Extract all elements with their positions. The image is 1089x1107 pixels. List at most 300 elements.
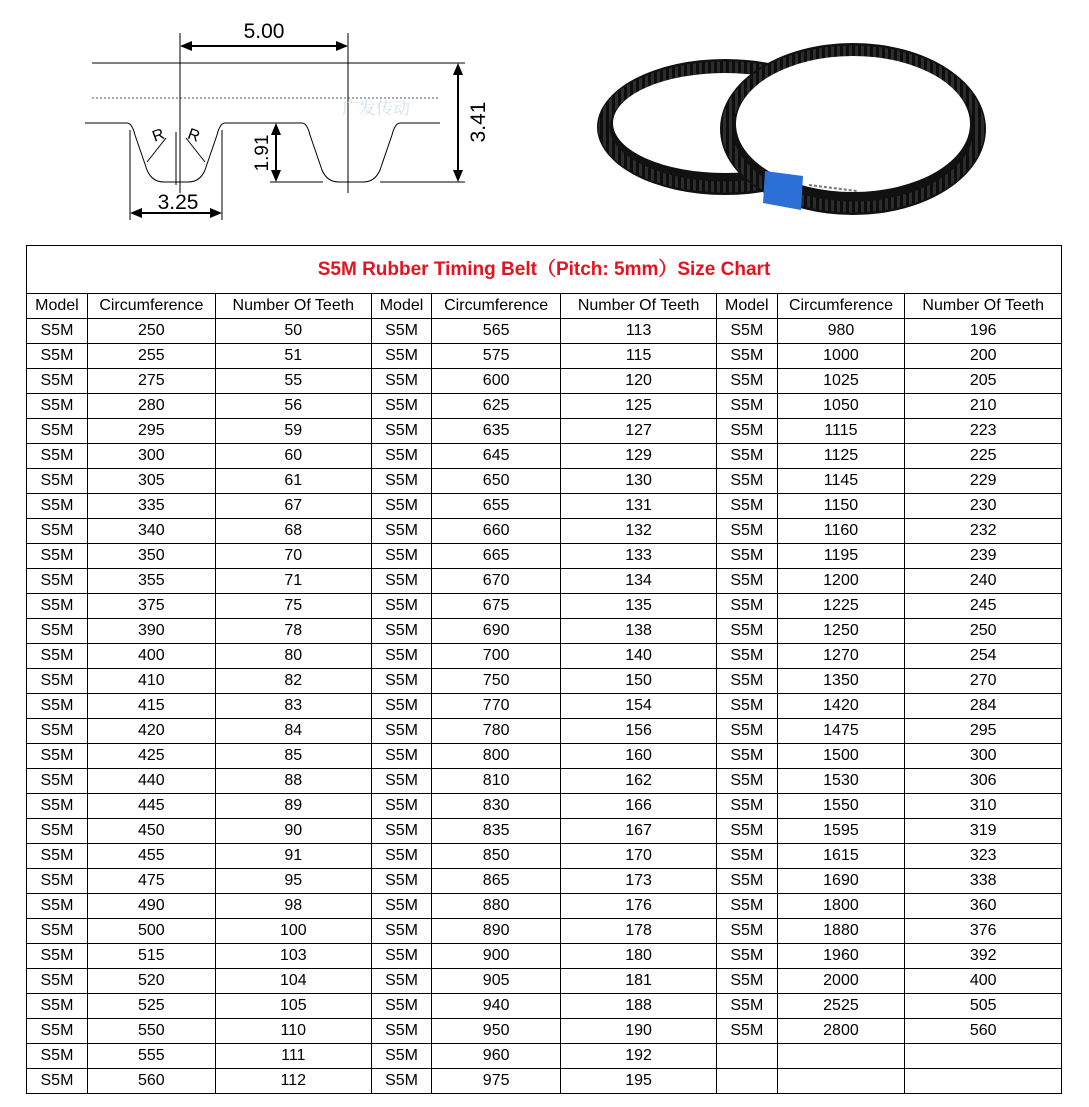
table-cell: 319 bbox=[905, 819, 1061, 844]
column-header: Number Of Teeth bbox=[215, 294, 371, 319]
column-header: Circumference bbox=[777, 294, 905, 319]
table-cell: 188 bbox=[561, 994, 717, 1019]
table-cell: 167 bbox=[561, 819, 717, 844]
table-cell: 232 bbox=[905, 519, 1061, 544]
table-cell: 1000 bbox=[777, 344, 905, 369]
table-cell: 750 bbox=[432, 669, 561, 694]
table-cell: S5M bbox=[371, 319, 431, 344]
table-cell: 1195 bbox=[777, 544, 905, 569]
table-cell: S5M bbox=[371, 1044, 431, 1069]
table-cell: 1145 bbox=[777, 469, 905, 494]
table-cell: 82 bbox=[215, 669, 371, 694]
height-label: 3.41 bbox=[467, 101, 490, 143]
table-row bbox=[27, 794, 1061, 819]
table-cell: S5M bbox=[27, 769, 87, 794]
table-cell: S5M bbox=[27, 869, 87, 894]
table-cell: S5M bbox=[717, 669, 777, 694]
table-cell: 975 bbox=[432, 1069, 561, 1094]
table-cell: 71 bbox=[215, 569, 371, 594]
table-cell: S5M bbox=[717, 794, 777, 819]
table-cell: 132 bbox=[561, 519, 717, 544]
table-row bbox=[27, 469, 1061, 494]
table-cell: 173 bbox=[561, 869, 717, 894]
table-cell: 835 bbox=[432, 819, 561, 844]
column-header: Number Of Teeth bbox=[905, 294, 1061, 319]
table-cell: 360 bbox=[905, 894, 1061, 919]
table-cell bbox=[905, 1044, 1061, 1069]
table-cell: 170 bbox=[561, 844, 717, 869]
table-cell: 2800 bbox=[777, 1019, 905, 1044]
table-cell: 565 bbox=[432, 319, 561, 344]
table-cell: S5M bbox=[371, 969, 431, 994]
table-body bbox=[27, 319, 1061, 1094]
radius-label-left: R bbox=[150, 125, 167, 146]
table-cell: 1550 bbox=[777, 794, 905, 819]
table-cell: 1200 bbox=[777, 569, 905, 594]
table-cell: 515 bbox=[87, 944, 215, 969]
table-cell: S5M bbox=[27, 419, 87, 444]
table-cell: S5M bbox=[27, 694, 87, 719]
table-cell: S5M bbox=[27, 969, 87, 994]
column-header: Circumference bbox=[432, 294, 561, 319]
table-cell: S5M bbox=[371, 469, 431, 494]
table-cell: 392 bbox=[905, 944, 1061, 969]
header-row bbox=[27, 294, 1061, 319]
table-cell: 88 bbox=[215, 769, 371, 794]
table-cell: 1530 bbox=[777, 769, 905, 794]
tooth-width-label: 3.25 bbox=[157, 191, 199, 214]
table-row bbox=[27, 644, 1061, 669]
table-cell: 210 bbox=[905, 394, 1061, 419]
table-cell: S5M bbox=[27, 794, 87, 819]
table-cell: S5M bbox=[371, 569, 431, 594]
table-cell: 490 bbox=[87, 894, 215, 919]
table-cell: 425 bbox=[87, 744, 215, 769]
table-cell: 127 bbox=[561, 419, 717, 444]
table-cell: 254 bbox=[905, 644, 1061, 669]
table-cell: 110 bbox=[215, 1019, 371, 1044]
table-cell: 154 bbox=[561, 694, 717, 719]
table-cell: 166 bbox=[561, 794, 717, 819]
table-cell: S5M bbox=[371, 444, 431, 469]
table-cell: 665 bbox=[432, 544, 561, 569]
table-cell: 445 bbox=[87, 794, 215, 819]
table-cell: 84 bbox=[215, 719, 371, 744]
table-cell: S5M bbox=[717, 319, 777, 344]
table-cell: S5M bbox=[717, 694, 777, 719]
table-cell: 111 bbox=[215, 1044, 371, 1069]
table-cell: 275 bbox=[87, 369, 215, 394]
table-cell: 250 bbox=[905, 619, 1061, 644]
table-cell: S5M bbox=[717, 644, 777, 669]
table-cell: 960 bbox=[432, 1044, 561, 1069]
table-cell: S5M bbox=[717, 494, 777, 519]
table-cell: 59 bbox=[215, 419, 371, 444]
table-cell: 650 bbox=[432, 469, 561, 494]
table-cell: 376 bbox=[905, 919, 1061, 944]
table-row bbox=[27, 1019, 1061, 1044]
table-cell: 192 bbox=[561, 1044, 717, 1069]
table-cell: 61 bbox=[215, 469, 371, 494]
table-cell: 239 bbox=[905, 544, 1061, 569]
table-cell: 156 bbox=[561, 719, 717, 744]
table-cell: 800 bbox=[432, 744, 561, 769]
table-cell: 645 bbox=[432, 444, 561, 469]
table-cell: 103 bbox=[215, 944, 371, 969]
table-cell: S5M bbox=[371, 519, 431, 544]
table-cell: 1270 bbox=[777, 644, 905, 669]
table-cell: 810 bbox=[432, 769, 561, 794]
table-cell: 625 bbox=[432, 394, 561, 419]
table-cell: 575 bbox=[432, 344, 561, 369]
table-cell: S5M bbox=[717, 594, 777, 619]
table-cell: S5M bbox=[371, 994, 431, 1019]
table-cell: 295 bbox=[905, 719, 1061, 744]
table-cell: 113 bbox=[561, 319, 717, 344]
table-cell: S5M bbox=[27, 519, 87, 544]
table-row bbox=[27, 519, 1061, 544]
table-cell: 190 bbox=[561, 1019, 717, 1044]
radius-label-right: R bbox=[185, 125, 202, 146]
table-cell: S5M bbox=[27, 719, 87, 744]
table-cell: 134 bbox=[561, 569, 717, 594]
table-cell: S5M bbox=[717, 569, 777, 594]
table-cell: 230 bbox=[905, 494, 1061, 519]
table-cell: 60 bbox=[215, 444, 371, 469]
table-row bbox=[27, 569, 1061, 594]
table-cell: 1800 bbox=[777, 894, 905, 919]
table-cell: 120 bbox=[561, 369, 717, 394]
table-cell: S5M bbox=[717, 819, 777, 844]
table-cell: S5M bbox=[717, 919, 777, 944]
table-cell: S5M bbox=[717, 419, 777, 444]
column-header: Model bbox=[27, 294, 87, 319]
table-cell: S5M bbox=[717, 519, 777, 544]
table-cell: 70 bbox=[215, 544, 371, 569]
table-cell: 105 bbox=[215, 994, 371, 1019]
table-cell: S5M bbox=[27, 319, 87, 344]
table-row bbox=[27, 969, 1061, 994]
table-cell: 75 bbox=[215, 594, 371, 619]
table-row bbox=[27, 344, 1061, 369]
table-cell: S5M bbox=[27, 744, 87, 769]
table-cell: 865 bbox=[432, 869, 561, 894]
table-cell: 323 bbox=[905, 844, 1061, 869]
table-cell: 520 bbox=[87, 969, 215, 994]
table-row bbox=[27, 1069, 1061, 1094]
table-row bbox=[27, 869, 1061, 894]
table-cell: 104 bbox=[215, 969, 371, 994]
table-cell: 500 bbox=[87, 919, 215, 944]
tooth-depth-label: 1.91 bbox=[252, 134, 273, 172]
table-cell bbox=[717, 1069, 777, 1094]
table-cell: 306 bbox=[905, 769, 1061, 794]
column-header: Number Of Teeth bbox=[561, 294, 717, 319]
table-cell: 100 bbox=[215, 919, 371, 944]
table-cell: 390 bbox=[87, 619, 215, 644]
table-cell: 420 bbox=[87, 719, 215, 744]
table-cell: S5M bbox=[27, 644, 87, 669]
table-cell: 340 bbox=[87, 519, 215, 544]
table-cell: 223 bbox=[905, 419, 1061, 444]
table-row bbox=[27, 444, 1061, 469]
table-cell: 980 bbox=[777, 319, 905, 344]
table-row bbox=[27, 694, 1061, 719]
table-cell: 162 bbox=[561, 769, 717, 794]
table-cell: 160 bbox=[561, 744, 717, 769]
table-cell: S5M bbox=[371, 894, 431, 919]
table-cell: S5M bbox=[371, 719, 431, 744]
table-cell: 350 bbox=[87, 544, 215, 569]
table-cell: 135 bbox=[561, 594, 717, 619]
table-cell: 138 bbox=[561, 619, 717, 644]
table-cell bbox=[717, 1044, 777, 1069]
table-cell: 55 bbox=[215, 369, 371, 394]
table-cell: S5M bbox=[371, 1069, 431, 1094]
table-cell: S5M bbox=[27, 994, 87, 1019]
table-row bbox=[27, 919, 1061, 944]
table-cell: 560 bbox=[87, 1069, 215, 1094]
table-cell: S5M bbox=[717, 1019, 777, 1044]
table-cell: 50 bbox=[215, 319, 371, 344]
table-cell: 125 bbox=[561, 394, 717, 419]
table-cell: S5M bbox=[27, 1019, 87, 1044]
table-cell: 655 bbox=[432, 494, 561, 519]
table-cell: 410 bbox=[87, 669, 215, 694]
table-cell: S5M bbox=[27, 669, 87, 694]
table-cell: S5M bbox=[717, 369, 777, 394]
table-cell: 880 bbox=[432, 894, 561, 919]
table-cell: 1225 bbox=[777, 594, 905, 619]
table-cell: 450 bbox=[87, 819, 215, 844]
table-cell: S5M bbox=[27, 469, 87, 494]
table-cell: 525 bbox=[87, 994, 215, 1019]
table-cell: S5M bbox=[27, 369, 87, 394]
table-cell: 80 bbox=[215, 644, 371, 669]
table-cell: S5M bbox=[27, 494, 87, 519]
table-cell: 555 bbox=[87, 1044, 215, 1069]
table-cell: 475 bbox=[87, 869, 215, 894]
table-cell: 560 bbox=[905, 1019, 1061, 1044]
table-cell: S5M bbox=[371, 344, 431, 369]
column-header: Circumference bbox=[87, 294, 215, 319]
table-cell bbox=[777, 1044, 905, 1069]
table-cell: S5M bbox=[27, 1044, 87, 1069]
table-cell: 196 bbox=[905, 319, 1061, 344]
table-cell: 1250 bbox=[777, 619, 905, 644]
table-cell: 375 bbox=[87, 594, 215, 619]
table-cell: S5M bbox=[371, 919, 431, 944]
table-cell: 600 bbox=[432, 369, 561, 394]
table-cell: 85 bbox=[215, 744, 371, 769]
table-cell: S5M bbox=[27, 844, 87, 869]
table-cell: S5M bbox=[371, 944, 431, 969]
table-cell: S5M bbox=[717, 744, 777, 769]
table-cell: S5M bbox=[371, 594, 431, 619]
table-row bbox=[27, 419, 1061, 444]
table-cell: 700 bbox=[432, 644, 561, 669]
table-row bbox=[27, 719, 1061, 744]
table-cell: 150 bbox=[561, 669, 717, 694]
table-cell: 355 bbox=[87, 569, 215, 594]
table-cell: S5M bbox=[717, 344, 777, 369]
table-cell: S5M bbox=[371, 494, 431, 519]
table-cell: 200 bbox=[905, 344, 1061, 369]
table-cell: S5M bbox=[27, 919, 87, 944]
table-cell: S5M bbox=[717, 619, 777, 644]
table-row bbox=[27, 769, 1061, 794]
table-cell: 1050 bbox=[777, 394, 905, 419]
table-cell: 338 bbox=[905, 869, 1061, 894]
table-cell: S5M bbox=[27, 594, 87, 619]
table-cell: 91 bbox=[215, 844, 371, 869]
table-cell: 245 bbox=[905, 594, 1061, 619]
table-cell: S5M bbox=[717, 719, 777, 744]
table-cell: 660 bbox=[432, 519, 561, 544]
table-cell: S5M bbox=[717, 544, 777, 569]
table-cell: 68 bbox=[215, 519, 371, 544]
table-cell: S5M bbox=[371, 394, 431, 419]
table-row bbox=[27, 369, 1061, 394]
table-cell: 675 bbox=[432, 594, 561, 619]
table-cell: 1500 bbox=[777, 744, 905, 769]
table-cell: 176 bbox=[561, 894, 717, 919]
table-cell: 335 bbox=[87, 494, 215, 519]
table-cell: S5M bbox=[371, 369, 431, 394]
table-cell: 140 bbox=[561, 644, 717, 669]
table-cell: 225 bbox=[905, 444, 1061, 469]
table-cell: 112 bbox=[215, 1069, 371, 1094]
table-cell: S5M bbox=[27, 894, 87, 919]
table-cell: S5M bbox=[27, 444, 87, 469]
table-cell: 400 bbox=[905, 969, 1061, 994]
table-cell: 56 bbox=[215, 394, 371, 419]
table-row bbox=[27, 544, 1061, 569]
table-cell: 1125 bbox=[777, 444, 905, 469]
table-cell: 440 bbox=[87, 769, 215, 794]
table-cell: S5M bbox=[371, 619, 431, 644]
table-cell: 284 bbox=[905, 694, 1061, 719]
table-cell: 1960 bbox=[777, 944, 905, 969]
table-cell: S5M bbox=[27, 819, 87, 844]
table-cell: 133 bbox=[561, 544, 717, 569]
table-cell: 1690 bbox=[777, 869, 905, 894]
table-cell: S5M bbox=[717, 444, 777, 469]
table-cell: 83 bbox=[215, 694, 371, 719]
table-row bbox=[27, 944, 1061, 969]
timing-belt-photo bbox=[585, 35, 990, 220]
table-cell: 129 bbox=[561, 444, 717, 469]
belt-right bbox=[720, 43, 986, 215]
table-cell: 98 bbox=[215, 894, 371, 919]
belt-blue-label bbox=[763, 171, 803, 210]
table-cell: 1475 bbox=[777, 719, 905, 744]
table-cell: 850 bbox=[432, 844, 561, 869]
table-cell: 1880 bbox=[777, 919, 905, 944]
table-cell: S5M bbox=[717, 994, 777, 1019]
table-cell: 180 bbox=[561, 944, 717, 969]
table-cell: 505 bbox=[905, 994, 1061, 1019]
size-chart bbox=[26, 245, 1062, 1094]
column-header: Model bbox=[371, 294, 431, 319]
table-cell: 310 bbox=[905, 794, 1061, 819]
column-header: Model bbox=[717, 294, 777, 319]
table-cell: 900 bbox=[432, 944, 561, 969]
table-cell: S5M bbox=[27, 944, 87, 969]
table-cell: 89 bbox=[215, 794, 371, 819]
table-cell: 90 bbox=[215, 819, 371, 844]
table-cell: 300 bbox=[905, 744, 1061, 769]
table-cell: 115 bbox=[561, 344, 717, 369]
table-cell: S5M bbox=[27, 619, 87, 644]
table-row bbox=[27, 494, 1061, 519]
table-row bbox=[27, 619, 1061, 644]
table-cell: 905 bbox=[432, 969, 561, 994]
pitch-label: 5.00 bbox=[243, 20, 285, 43]
table-cell: 830 bbox=[432, 794, 561, 819]
table-cell: 780 bbox=[432, 719, 561, 744]
table-cell: S5M bbox=[717, 469, 777, 494]
table-row bbox=[27, 894, 1061, 919]
table-cell: 670 bbox=[432, 569, 561, 594]
table-cell: S5M bbox=[371, 869, 431, 894]
table-cell: S5M bbox=[371, 744, 431, 769]
watermark-text: 广发传动 bbox=[342, 99, 410, 119]
table-row bbox=[27, 594, 1061, 619]
table-cell: S5M bbox=[717, 844, 777, 869]
table-cell: 95 bbox=[215, 869, 371, 894]
table-cell: 305 bbox=[87, 469, 215, 494]
table-cell: S5M bbox=[371, 419, 431, 444]
table-cell: 2000 bbox=[777, 969, 905, 994]
table-cell: 950 bbox=[432, 1019, 561, 1044]
table-cell: S5M bbox=[27, 394, 87, 419]
table-cell: 178 bbox=[561, 919, 717, 944]
table-cell: S5M bbox=[27, 1069, 87, 1094]
table-row bbox=[27, 319, 1061, 344]
table-cell: S5M bbox=[371, 669, 431, 694]
table-cell: 1150 bbox=[777, 494, 905, 519]
table-cell: S5M bbox=[717, 394, 777, 419]
size-table bbox=[27, 294, 1061, 1093]
table-cell: 1025 bbox=[777, 369, 905, 394]
table-row bbox=[27, 819, 1061, 844]
table-cell: S5M bbox=[371, 769, 431, 794]
table-cell: 400 bbox=[87, 644, 215, 669]
table-cell: 51 bbox=[215, 344, 371, 369]
table-cell: S5M bbox=[717, 769, 777, 794]
table-cell: S5M bbox=[371, 544, 431, 569]
table-cell: 130 bbox=[561, 469, 717, 494]
table-cell bbox=[905, 1069, 1061, 1094]
table-row bbox=[27, 744, 1061, 769]
table-cell: S5M bbox=[717, 944, 777, 969]
table-cell: 770 bbox=[432, 694, 561, 719]
table-cell: 280 bbox=[87, 394, 215, 419]
belt-profile-diagram bbox=[80, 10, 500, 225]
table-cell: 1615 bbox=[777, 844, 905, 869]
table-cell: 131 bbox=[561, 494, 717, 519]
table-cell: 890 bbox=[432, 919, 561, 944]
chart-title: S5M Rubber Timing Belt（Pitch: 5mm）Size Chart bbox=[27, 246, 1061, 294]
table-cell: 270 bbox=[905, 669, 1061, 694]
table-cell: 2525 bbox=[777, 994, 905, 1019]
table-cell: 550 bbox=[87, 1019, 215, 1044]
table-cell: 229 bbox=[905, 469, 1061, 494]
table-cell: S5M bbox=[27, 344, 87, 369]
table-cell: S5M bbox=[27, 569, 87, 594]
table-cell: 255 bbox=[87, 344, 215, 369]
